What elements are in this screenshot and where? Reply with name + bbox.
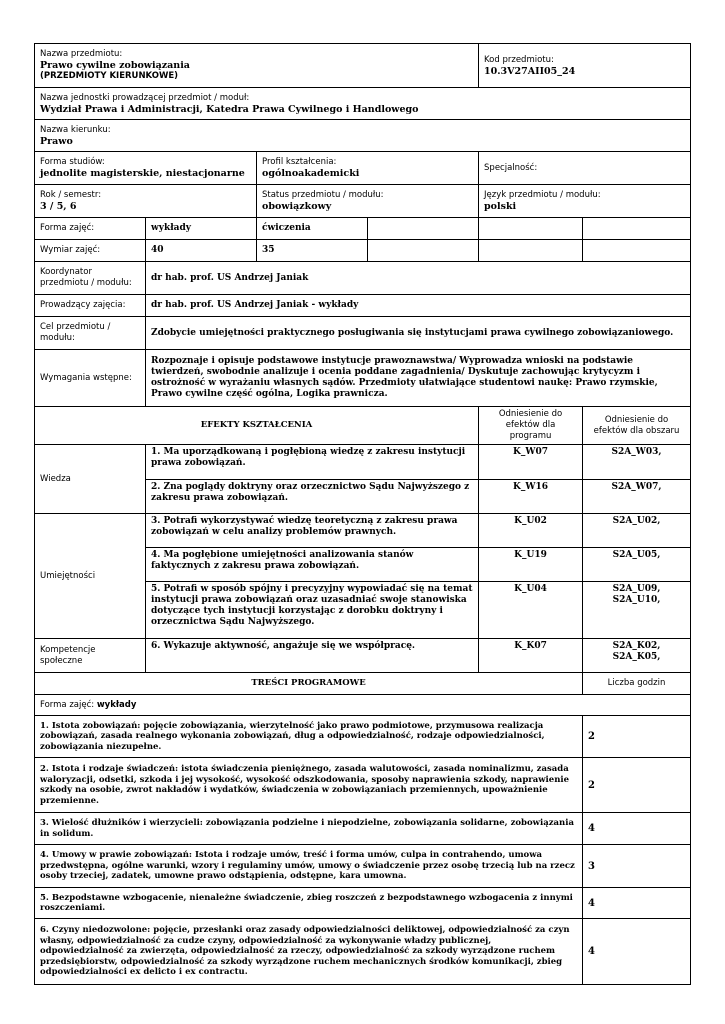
class-form-lectures: wykłady — [146, 218, 257, 240]
topic-hours: 4 — [583, 813, 691, 845]
class-form-row — [35, 218, 691, 240]
outcome-row — [35, 639, 691, 673]
outcomes-header-row — [35, 407, 691, 445]
subject-row — [35, 44, 691, 88]
topic-title: 2. Istota i rodzaje świadczeń: — [40, 764, 179, 774]
year-label: Rok / semestr: — [40, 190, 102, 200]
class-form-empty — [368, 218, 479, 240]
outcome-area — [583, 639, 691, 673]
outcome-area — [583, 582, 691, 639]
topic-text — [35, 758, 583, 813]
lecturer-value: dr hab. prof. US Andrzej Janiak - wykłady — [146, 295, 691, 317]
outcome-area-line: S2A_K02, — [612, 641, 661, 651]
contents-form-label: Forma zajęć: — [40, 699, 95, 710]
outcome-area-line: S2A_U10, — [612, 595, 661, 605]
class-hours-label: Wymiar zajęć: — [35, 240, 146, 262]
topic-hours: 3 — [583, 845, 691, 888]
outcome-area-line: S2A_K05, — [612, 652, 661, 662]
requirements-value: Rozpoznaje i opisuje podstawowe instytucje prawoznawstwa/ Wyprowadza wnioski na podstawie twierdzeń, swobodnie analizuje i ocenia poddane zagadnienia/ Dyskutuje zachowując krytycyzm i ostrożność w wyrażaniu własnych sądów. Przedmioty ułatwiające studentowi naukę: Prawo rzymskie, Prawo cywilne część ogólna, Logika prawnicza. — [146, 350, 691, 407]
outcome-area-line: S2A_U09, — [612, 584, 661, 594]
topic-hours: 4 — [583, 888, 691, 919]
skills-label: Umiejętności — [35, 514, 146, 639]
specialty-label: Specjalność: — [484, 162, 538, 173]
contents-header: TREŚCI PROGRAMOWE — [35, 673, 583, 695]
outcome-text: 6. Wykazuje aktywność, angażuje się we współpracę. — [146, 639, 479, 673]
topic-text — [35, 716, 583, 758]
outcome-area: S2A_W07, — [583, 480, 691, 514]
coordinator-label: Koordynator przedmiotu / modułu: — [35, 262, 146, 295]
class-form-exercises: ćwiczenia — [257, 218, 368, 240]
unit-row — [35, 88, 691, 120]
outcome-row — [35, 445, 691, 480]
topic-body: nienależne świadczenie, zbieg roszczeń z bezpodstawnego wzbogacenia z innymi roszczeniami. — [40, 892, 573, 913]
topic-row — [35, 758, 691, 813]
topic-row — [35, 888, 691, 919]
class-hours-lectures: 40 — [146, 240, 257, 262]
outcome-text: 1. Ma uporządkowaną i pogłębioną wiedzę z zakresu instytucji prawa zobowiązań. — [146, 445, 479, 480]
topic-hours: 2 — [583, 716, 691, 758]
topic-title: 5. Bezpodstawne wzbogacenie, — [40, 892, 187, 903]
class-form-label: Forma zajęć: — [35, 218, 146, 240]
coordinator-value: dr hab. prof. US Andrzej Janiak — [146, 262, 691, 295]
topic-row — [35, 845, 691, 888]
subject-group: (PRZEDMIOTY KIERUNKOWE) — [40, 71, 179, 81]
outcome-area: S2A_W03, — [583, 445, 691, 480]
lecturer-label: Prowadzący zajęcia: — [35, 295, 146, 317]
status-value: obowiązkowy — [262, 201, 332, 212]
profile-cell — [257, 152, 479, 185]
class-hours-exercises: 35 — [257, 240, 368, 262]
unit-label: Nazwa jednostki prowadzącej przedmiot / moduł: — [40, 92, 250, 103]
outcomes-col-area: Odniesienie do efektów dla obszaru — [583, 407, 691, 445]
goal-row — [35, 317, 691, 350]
outcome-program: K_U02 — [479, 514, 583, 548]
outcome-program: K_W07 — [479, 445, 583, 480]
study-form-cell — [35, 152, 257, 185]
outcome-text: 5. Potrafi w sposób spójny i precyzyjny wypowiadać się na temat instytucji prawa zobowiązań oraz uzasadniać swoje stanowiska dotyczące tych instytucji korzystając z dorobku doktryny i orzecznictwa Sądu Najwyższego. — [146, 582, 479, 639]
contents-hours-header: Liczba godzin — [583, 673, 691, 695]
subject-name-label: Nazwa przedmiotu: — [40, 49, 123, 59]
topic-title: 4. Umowy w prawie zobowiązań: — [40, 850, 193, 861]
goal-label: Cel przedmiotu / modułu: — [35, 317, 146, 350]
status-label: Status przedmiotu / modułu: — [262, 190, 384, 200]
language-value: polski — [484, 201, 517, 212]
coordinator-row — [35, 262, 691, 295]
topic-body: pojęcie zobowiązania, wierzytelność jako prawo podmiotowe, przymusowa realizacja zobowiązań, zasada realnego wykonania zobowiązań, dług a odpowiedzialność, rodzaje odpowiedzialności, zobowiązania niezupełne. — [40, 720, 545, 752]
topic-hours: 4 — [583, 919, 691, 985]
outcomes-header: EFEKTY KSZTAŁCENIA — [35, 407, 479, 445]
class-hours-empty — [479, 240, 583, 262]
outcome-area: S2A_U02, — [583, 514, 691, 548]
subject-name: Prawo cywilne zobowiązania — [40, 60, 190, 71]
year-row — [35, 185, 691, 218]
syllabus-table — [34, 43, 691, 985]
topic-title: 3. Wielość dłużników i wierzycieli: — [40, 818, 203, 828]
year-cell — [35, 185, 257, 218]
topic-body: Istota i rodzaje umów, treść i forma umów, culpa in contrahendo, umowa przedwstępna, ogólne warunki, wzory i regulaminy umów, umowy o świadczenie przez osobę trzecią lub na rzecz osoby trzeciej, zadatek, umowne prawo odstąpienia, odstępne, kara umowna. — [40, 850, 575, 882]
topic-body: pojęcie, przesłanki oraz zasady odpowiedzialności deliktowej, odpowiedzialność za czyn własny, odpowiedzialność za cudze czyny, odpowiedzialność za wykonywanie władzy publicznej, odpowiedzialność za zwierzęta, odpowiedzialność za rzeczy, odpowiedzialność za szkody wyrządzone ruchem przedsiębiorstw, odpowiedzialność za szkody wyrządzone ruchem mechanicznych środków komunikacji, zbieg odpowiedzialności ex delicto i ex contractu. — [40, 925, 570, 978]
class-form-empty — [479, 218, 583, 240]
direction-value: Prawo — [40, 135, 73, 147]
outcome-text: 3. Potrafi wykorzystywać wiedzę teoretyczną z zakresu prawa zobowiązań w celu analizy problemów prawnych. — [146, 514, 479, 548]
year-value: 3 / 5, 6 — [40, 201, 77, 212]
status-cell — [257, 185, 479, 218]
requirements-row — [35, 350, 691, 407]
topic-title: 6. Czyny niedozwolone: — [40, 925, 151, 936]
class-hours-row — [35, 240, 691, 262]
profile-label: Profil kształcenia: — [262, 157, 337, 167]
outcome-text: 4. Ma pogłębione umiejętności analizowania stanów faktycznych z zakresu prawa zobowiązań. — [146, 548, 479, 582]
outcome-row — [35, 514, 691, 548]
lecturer-row — [35, 295, 691, 317]
topic-hours: 2 — [583, 758, 691, 813]
topic-row — [35, 813, 691, 845]
class-form-empty — [583, 218, 691, 240]
unit-value: Wydział Prawa i Administracji, Katedra Prawa Cywilnego i Handlowego — [40, 103, 419, 115]
contents-form-cell — [35, 695, 691, 716]
requirements-label: Wymagania wstępne: — [35, 350, 146, 407]
unit-cell — [35, 88, 691, 120]
contents-header-row — [35, 673, 691, 695]
outcome-program: K_K07 — [479, 639, 583, 673]
subject-code-cell — [479, 44, 691, 88]
subject-code-label: Kod przedmiotu: — [484, 54, 554, 65]
study-form-label: Forma studiów: — [40, 157, 105, 167]
topic-title: 1. Istota zobowiązań: — [40, 720, 141, 731]
profile-value: ogólnoakademicki — [262, 168, 360, 179]
topic-row — [35, 919, 691, 985]
subject-name-cell — [35, 44, 479, 88]
topic-text — [35, 845, 583, 888]
goal-value: Zdobycie umiejętności praktycznego posługiwania się instytucjami prawa cywilnego zobowiązaniowego. — [146, 317, 691, 350]
outcome-program: K_W16 — [479, 480, 583, 514]
study-form-row — [35, 152, 691, 185]
contents-form-row — [35, 695, 691, 716]
language-cell — [479, 185, 691, 218]
class-hours-empty — [583, 240, 691, 262]
language-label: Język przedmiotu / modułu: — [484, 190, 601, 200]
outcome-program: K_U04 — [479, 582, 583, 639]
topic-text — [35, 919, 583, 985]
social-label: Kompetencje społeczne — [35, 639, 146, 673]
subject-code: 10.3V27AII05_24 — [484, 65, 576, 77]
direction-cell — [35, 120, 691, 152]
topic-row — [35, 716, 691, 758]
direction-label: Nazwa kierunku: — [40, 124, 111, 135]
class-hours-empty — [368, 240, 479, 262]
topic-body: istota świadczenia pieniężnego, zasada walutowości, zasada nominalizmu, zasada waloryzacji, odsetki, szkoda i jej wysokość, wysokość odszkodowania, sposoby naprawienia szkody, naprawienie szkody na osobie, zwrot nakładów i wydatków, świadczenia w zobowiązaniach przemiennych, upoważnienie przemienne. — [40, 764, 570, 806]
topic-text — [35, 813, 583, 845]
topic-body: zobowiązania podzielne i niepodzielne, zobowiązania solidarne, zobowiązania in solidum. — [40, 818, 574, 839]
outcome-text: 2. Zna poglądy doktryny oraz orzecznictwo Sądu Najwyższego z zakresu prawa zobowiązań. — [146, 480, 479, 514]
topic-text — [35, 888, 583, 919]
knowledge-label: Wiedza — [35, 445, 146, 514]
contents-form-value: wykłady — [96, 699, 137, 710]
syllabus-page — [34, 43, 690, 985]
outcomes-col-program: Odniesienie do efektów dla programu — [479, 407, 583, 445]
study-form-value: jednolite magisterskie, niestacjonarne — [40, 168, 245, 179]
outcome-area: S2A_U05, — [583, 548, 691, 582]
outcome-program: K_U19 — [479, 548, 583, 582]
specialty-cell — [479, 152, 691, 185]
direction-row — [35, 120, 691, 152]
